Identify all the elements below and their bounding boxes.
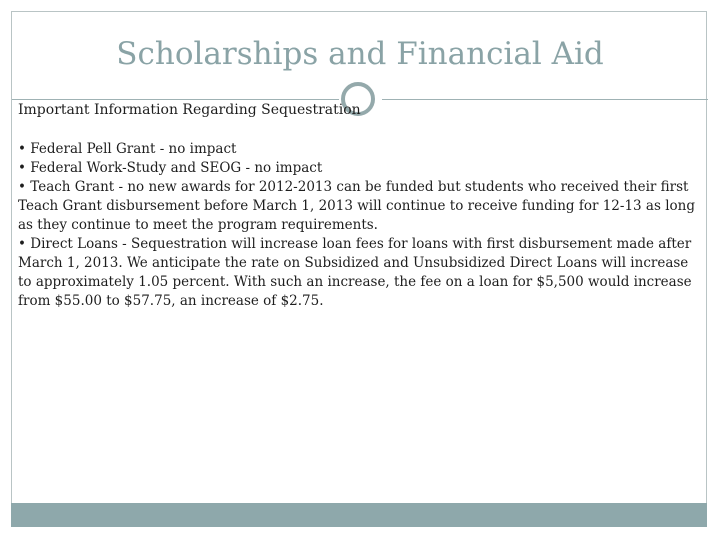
title-divider-right <box>382 99 708 100</box>
slide-subtitle: Important Information Regarding Sequestration <box>18 102 361 118</box>
bullet-direct-loans: • Direct Loans - Sequestration will increase loan fees for loans with first disbursement made after March 1, 2013. We anticipate the rate on Subsidized and Unsubsidized Direct Loans will increase to approximately 1.05 percent. With such an increase, the fee on a loan for $5,500 would increase from $55.00 to $57.75, an increase of $2.75. <box>18 236 692 309</box>
footer-bar <box>11 503 707 527</box>
slide-title: Scholarships and Financial Aid <box>116 36 604 72</box>
bullet-list <box>18 140 700 311</box>
bullet-teach-grant: • Teach Grant - no new awards for 2012-2013 can be funded but students who received their first Teach Grant disbursement before March 1, 2013 will continue to receive funding for 12-13 as long as they continue to meet the program requirements. <box>18 179 695 233</box>
bullet-work-study: • Federal Work-Study and SEOG - no impact <box>18 160 323 176</box>
title-divider-left <box>12 99 339 100</box>
bullet-pell-grant: • Federal Pell Grant - no impact <box>18 141 237 157</box>
